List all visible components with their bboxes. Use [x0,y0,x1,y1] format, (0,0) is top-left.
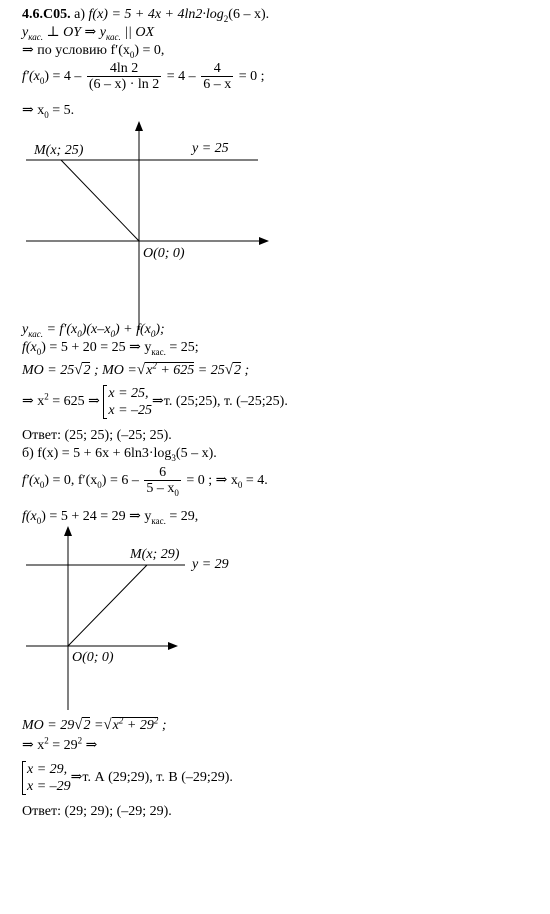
sqrt-icon: √ [103,717,112,733]
frac1-numerator: 4ln 2 [87,61,161,77]
frac2-numerator: 4 [201,61,233,77]
frac1-denominator: (6 – x) · ln 2 [88,77,160,93]
sup-two: 2 [44,735,49,746]
problem-number: 4.6.C05. [22,7,71,22]
sqrt-icon: √ [74,362,83,378]
mo-rad2-rest: + 625 [156,363,195,378]
f-x0-rest: ) = 5 + 20 = 25 ⇒ y [41,340,152,355]
function-b-arg: (5 – x). [175,446,217,461]
tan-sub: кас. [151,515,166,526]
x2-b-lhs: ⇒ x [22,738,45,753]
mo-rad3: 2 [233,363,241,378]
sys-b-1: x = 29, [27,761,68,777]
f-x0-b-end: = 29, [165,509,199,524]
frac-b-denominator: 5 – x [146,481,175,497]
x0-prefix: ⇒ x [22,103,45,118]
x2-b-rest: = 29 [48,738,78,753]
y-tan-a: y [22,25,29,40]
function-a-arg: (6 – x). [228,7,270,22]
log-base-a: 2 [223,13,229,24]
tan-rest3: ) + f(x [115,322,151,337]
sys-b-2: x = –29 [27,778,71,794]
perp-mid: ⊥ OY ⇒ y [42,25,106,40]
mo-b-lhs: MO = 29 [22,718,75,733]
x0-value: = 5. [48,103,75,118]
sub-zero: 0 [97,479,102,490]
sqrt-icon: √ [224,362,233,378]
function-b: б) f(x) = 5 + 6x + 6ln3·log [22,446,172,461]
mo-b-rad2: x [112,718,119,733]
mo-b-mid: = [90,718,104,733]
perp-end: || OX [120,25,155,40]
point-m-label-b: M(x; 29) [130,547,180,562]
deriv-b-lhs: f′(x [22,473,40,488]
sup-two: 2 [152,360,157,371]
tan-sub: кас. [28,31,43,42]
mo-lhs: MO = 25 [22,363,75,378]
sub-zero: 0 [174,488,179,499]
sub-zero: 0 [39,479,45,490]
sup-two: 2 [118,715,124,726]
eq-end: = 0 ; [238,69,265,84]
mo-rad: 2 [83,363,91,378]
f-x0-b-rest: ) = 5 + 24 = 29 ⇒ y [41,509,152,524]
sub-zero: 0 [110,328,115,339]
points-a: ⇒т. (25;25), т. (–25;25). [152,394,288,409]
frac2-denominator: 6 – x [203,77,232,93]
system-line-b [22,760,233,796]
sub-zero: 0 [39,75,45,86]
y-tan: y [22,322,29,337]
answer-b: Ответ: (29; 29); (–29; 29). [22,804,172,819]
sqrt-icon: √ [136,362,146,378]
f-x0-end: = 25; [165,340,199,355]
sub-zero: 0 [36,515,42,526]
sub-zero: 0 [44,109,49,120]
function-a: f(x) = 5 + 4x + 4ln2·log [88,7,224,22]
sup-two: 2 [77,735,83,746]
part-a-label: а) [74,7,86,22]
x2-rest: = 625 ⇒ [48,394,100,409]
tan-sub: кас. [151,346,166,357]
x0-b-value: = 4. [242,473,268,488]
mo-line-b [22,717,167,734]
deriv-lhs: f′(x [22,69,40,84]
sub-zero: 0 [36,346,42,357]
deriv-mid: ) = 4 – [44,69,82,84]
tan-sub: кас. [28,328,43,339]
x2-line-b [22,735,98,754]
tan-rest: = f′(x [42,322,78,337]
x2-b-end: ⇒ [82,738,98,753]
f-x0: f(x [22,340,37,355]
point-m-label-a: M(x; 25) [34,143,84,158]
sup-two: 2 [153,715,159,726]
x2-lhs: ⇒ x [22,394,45,409]
frac-b-numerator: 6 [144,465,181,481]
mo-end: ; [240,363,250,378]
eq-mid: = 4 – [166,69,196,84]
eq-b-end: = 0 ; ⇒ x [186,473,238,488]
condition-text: ⇒ по условию f′(x [22,43,130,58]
tan-sub-2: кас. [105,31,121,42]
mo-rad2: x [146,363,153,378]
deriv-b-mid: ) = 0, f′(x [44,473,98,488]
tan-rest4: ); [155,322,165,337]
answer-a: Ответ: (25; 25); (–25; 25). [22,428,172,443]
origin-label-a: O(0; 0) [143,246,185,261]
sup-two: 2 [44,391,49,402]
line-label-a: y = 25 [192,141,229,156]
segment-mo-b [68,565,147,646]
f-x0-b-lhs: f(x [22,509,37,524]
sub-zero: 0 [77,328,82,339]
sub-zero: 0 [129,49,135,60]
mo-b-rad2-mid: + 29 [123,718,154,733]
mo-eq: = 25 [194,363,225,378]
sys-a-2: x = –25 [108,402,153,418]
mo-mid: ; MO = [90,363,137,378]
deriv-b-mid2: ) = 6 – [101,473,139,488]
tan-rest2: )(x–x [81,322,111,337]
points-b: ⇒т. А (29;29), т. В (–29;29). [70,770,233,785]
sqrt-icon: √ [74,717,83,733]
system-b [22,761,71,795]
mo-b-rad: 2 [83,718,91,733]
origin-label-b: O(0; 0) [72,650,114,665]
condition-end: ) = 0, [134,43,165,58]
log-base-b: 3 [171,452,176,463]
sub-zero: 0 [237,479,243,490]
sub-zero: 0 [150,328,156,339]
mo-b-end: ; [158,718,167,733]
line-label-b: y = 29 [192,557,229,572]
sys-a-1: x = 25, [108,385,149,401]
